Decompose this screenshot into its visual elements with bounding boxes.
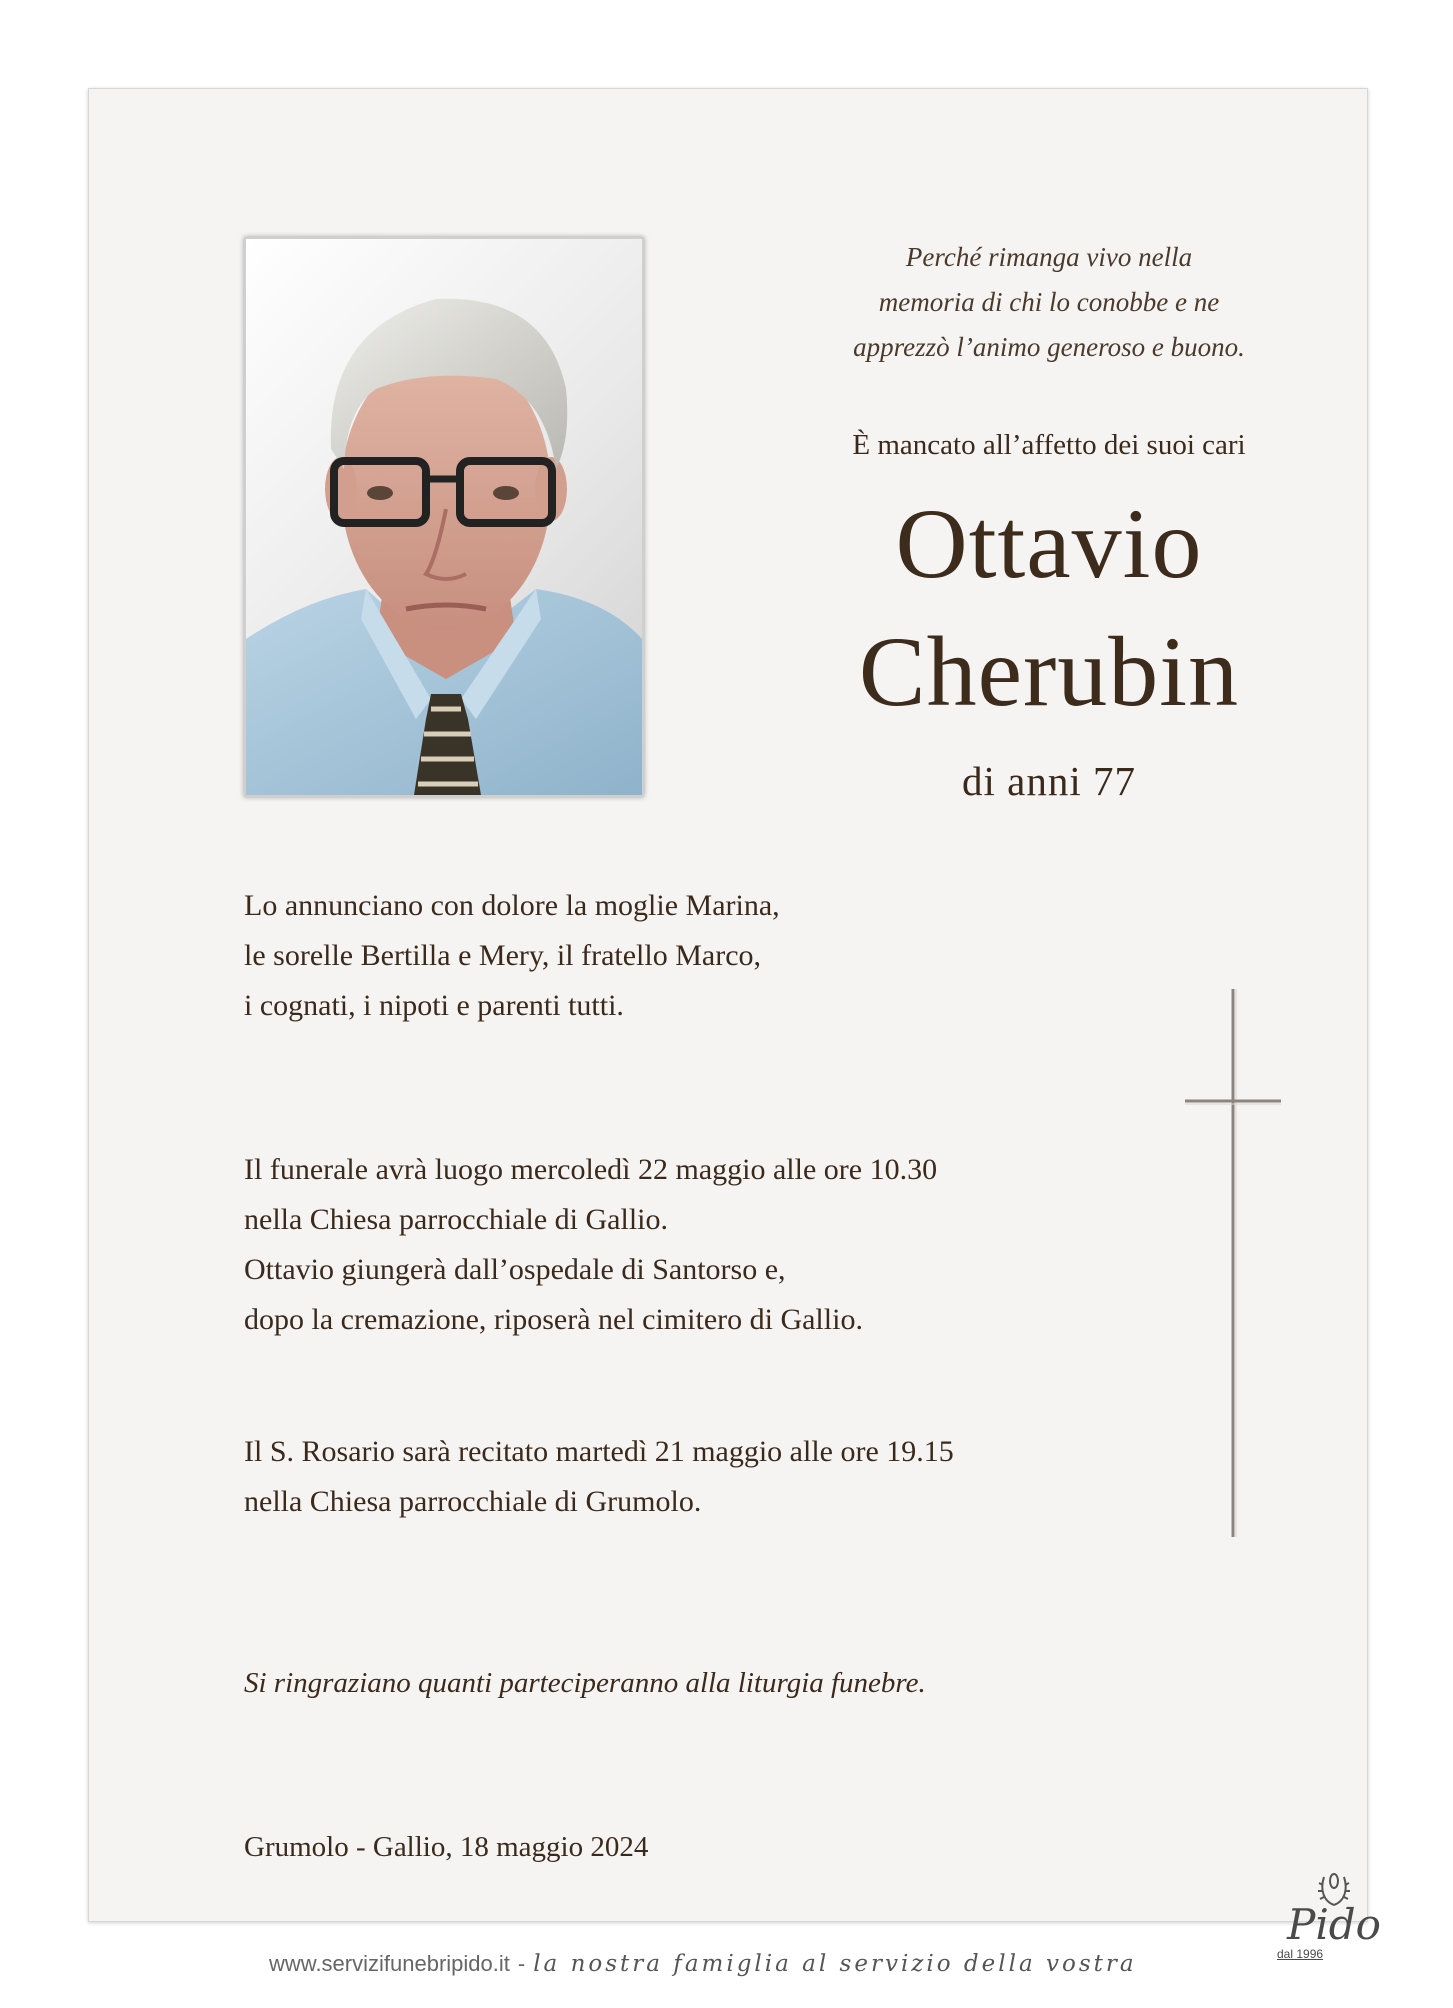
logo-since: dal 1996 bbox=[1277, 1947, 1324, 1961]
announcement-line: le sorelle Bertilla e Mery, il fratello Marco, bbox=[244, 939, 762, 972]
deceased-first-name: Ottavio bbox=[895, 488, 1203, 599]
funeral-home-logo bbox=[1269, 1871, 1399, 1981]
epigraph bbox=[769, 235, 1329, 370]
portrait-photo bbox=[244, 237, 644, 797]
epigraph-line: Perché rimanga vivo nella bbox=[905, 242, 1193, 272]
footer-motto: la nostra famiglia al servizio della vostra bbox=[533, 1951, 1137, 1977]
funeral-line: nella Chiesa parrocchiale di Gallio. bbox=[244, 1203, 668, 1236]
cross-icon bbox=[1185, 989, 1281, 1537]
place-date: Grumolo - Gallio, 18 maggio 2024 bbox=[244, 1831, 649, 1863]
rosary-paragraph bbox=[244, 1427, 954, 1527]
funeral-line: dopo la cremazione, riposerà nel cimitero di Gallio. bbox=[244, 1303, 863, 1336]
footer bbox=[269, 1951, 1137, 1977]
announcement-line: i cognati, i nipoti e parenti tutti. bbox=[244, 989, 624, 1022]
funeral-line: Ottavio giungerà dall’ospedale di Santorso e, bbox=[244, 1253, 786, 1286]
portrait-illustration bbox=[246, 239, 642, 795]
obituary-card bbox=[88, 88, 1381, 1977]
announcement-paragraph bbox=[244, 881, 780, 1031]
epigraph-line: memoria di chi lo conobbe e ne bbox=[878, 287, 1220, 317]
epigraph-line: apprezzò l’animo generoso e buono. bbox=[853, 332, 1245, 362]
thanks-text: Si ringraziano quanti parteciperanno alla liturgia funebre. bbox=[244, 1667, 926, 1699]
footer-website-link[interactable]: www.servizifunebripido.it bbox=[269, 1951, 510, 1976]
deceased-last-name: Cherubin bbox=[858, 616, 1240, 727]
funeral-paragraph bbox=[244, 1145, 937, 1345]
deceased-age: di anni 77 bbox=[962, 758, 1136, 804]
announcement-line: Lo annunciano con dolore la moglie Marina, bbox=[244, 889, 780, 922]
rosary-line: nella Chiesa parrocchiale di Grumolo. bbox=[244, 1485, 702, 1518]
funeral-line: Il funerale avrà luogo mercoledì 22 maggio alle ore 10.30 bbox=[244, 1153, 938, 1186]
footer-separator: - bbox=[517, 1951, 526, 1976]
rosary-line: Il S. Rosario sarà recitato martedì 21 maggio alle ore 19.15 bbox=[244, 1435, 954, 1468]
logo-name: Pido bbox=[1287, 1900, 1381, 1949]
intro-text: È mancato all’affetto dei suoi cari bbox=[852, 429, 1246, 461]
